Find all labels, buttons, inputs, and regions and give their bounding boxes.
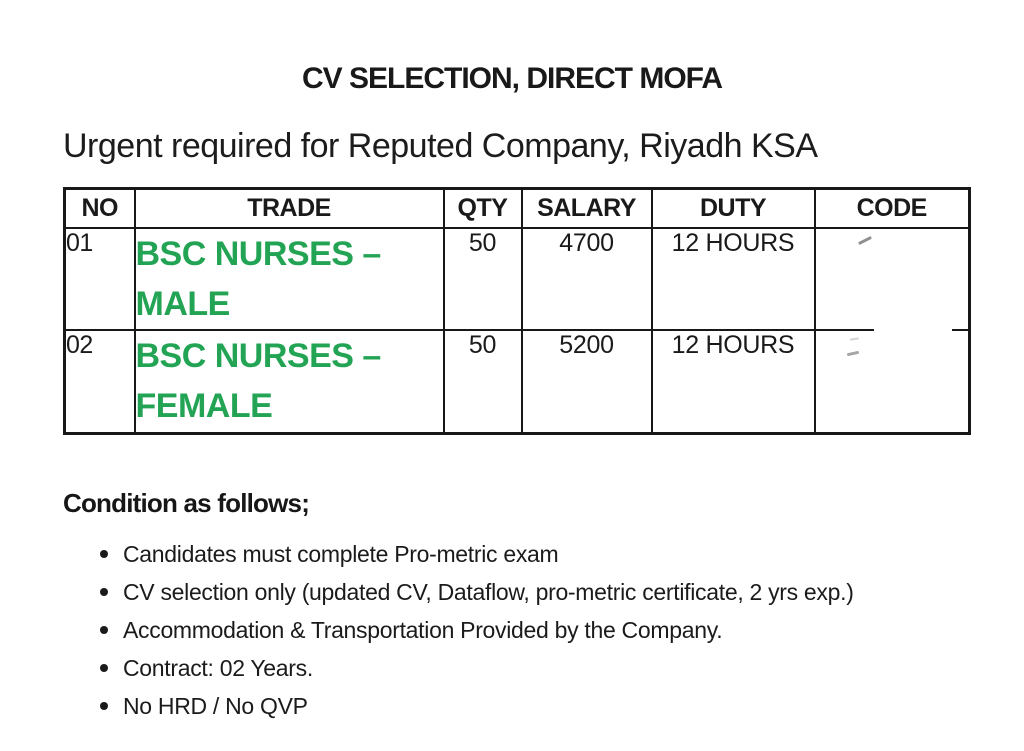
bullet-icon	[100, 664, 108, 672]
bullet-text: Contract: 02 Years.	[123, 654, 313, 681]
trade-line: BSC NURSES –	[135, 336, 381, 375]
trade-cell	[135, 330, 444, 434]
code-cell	[815, 330, 970, 434]
list-item	[100, 694, 854, 718]
code-cell	[815, 228, 970, 330]
table-row	[65, 330, 970, 434]
bullet-icon	[100, 588, 108, 596]
duty-cell: 12 HOURS	[652, 330, 815, 434]
duty-cell: 12 HOURS	[652, 228, 815, 330]
no-cell: 01	[65, 228, 135, 330]
salary-cell: 4700	[522, 228, 652, 330]
bullet-icon	[100, 702, 108, 710]
trade-line: FEMALE	[135, 386, 273, 425]
conditions-list	[100, 542, 854, 732]
bullet-icon	[100, 626, 108, 634]
trade-line: MALE	[135, 284, 230, 323]
page-subtitle: Urgent required for Reputed Company, Riyadh KSA	[63, 127, 818, 165]
conditions-heading: Condition as follows;	[63, 488, 310, 518]
list-item	[100, 618, 854, 642]
page-title: CV SELECTION, DIRECT MOFA	[301, 62, 723, 95]
column-header-salary: SALARY	[522, 189, 652, 228]
no-cell: 02	[65, 330, 135, 434]
jobs-table	[63, 187, 971, 435]
table-header-row	[65, 189, 970, 228]
column-header-qty: QTY	[444, 189, 522, 228]
trade-line: BSC NURSES –	[135, 234, 381, 273]
table-row	[65, 228, 970, 330]
list-item	[100, 656, 854, 680]
bullet-icon	[100, 550, 108, 558]
bullet-text: Candidates must complete Pro-metric exam	[123, 540, 559, 567]
scan-artifact	[858, 235, 872, 244]
qty-cell: 50	[444, 228, 522, 330]
scan-artifact	[874, 326, 952, 335]
bullet-text: Accommodation & Transportation Provided by the Company.	[123, 616, 723, 643]
qty-cell: 50	[444, 330, 522, 434]
column-header-no: NO	[65, 189, 135, 228]
column-header-trade: TRADE	[135, 189, 444, 228]
bullet-text: No HRD / No QVP	[123, 692, 308, 719]
scan-artifact	[849, 337, 858, 340]
bullet-text: CV selection only (updated CV, Dataflow, pro-metric certificate, 2 yrs exp.)	[123, 578, 854, 605]
salary-cell: 5200	[522, 330, 652, 434]
list-item	[100, 580, 854, 604]
list-item	[100, 542, 854, 566]
trade-cell	[135, 228, 444, 330]
column-header-code: CODE	[815, 189, 970, 228]
scan-artifact	[846, 350, 858, 355]
column-header-duty: DUTY	[652, 189, 815, 228]
